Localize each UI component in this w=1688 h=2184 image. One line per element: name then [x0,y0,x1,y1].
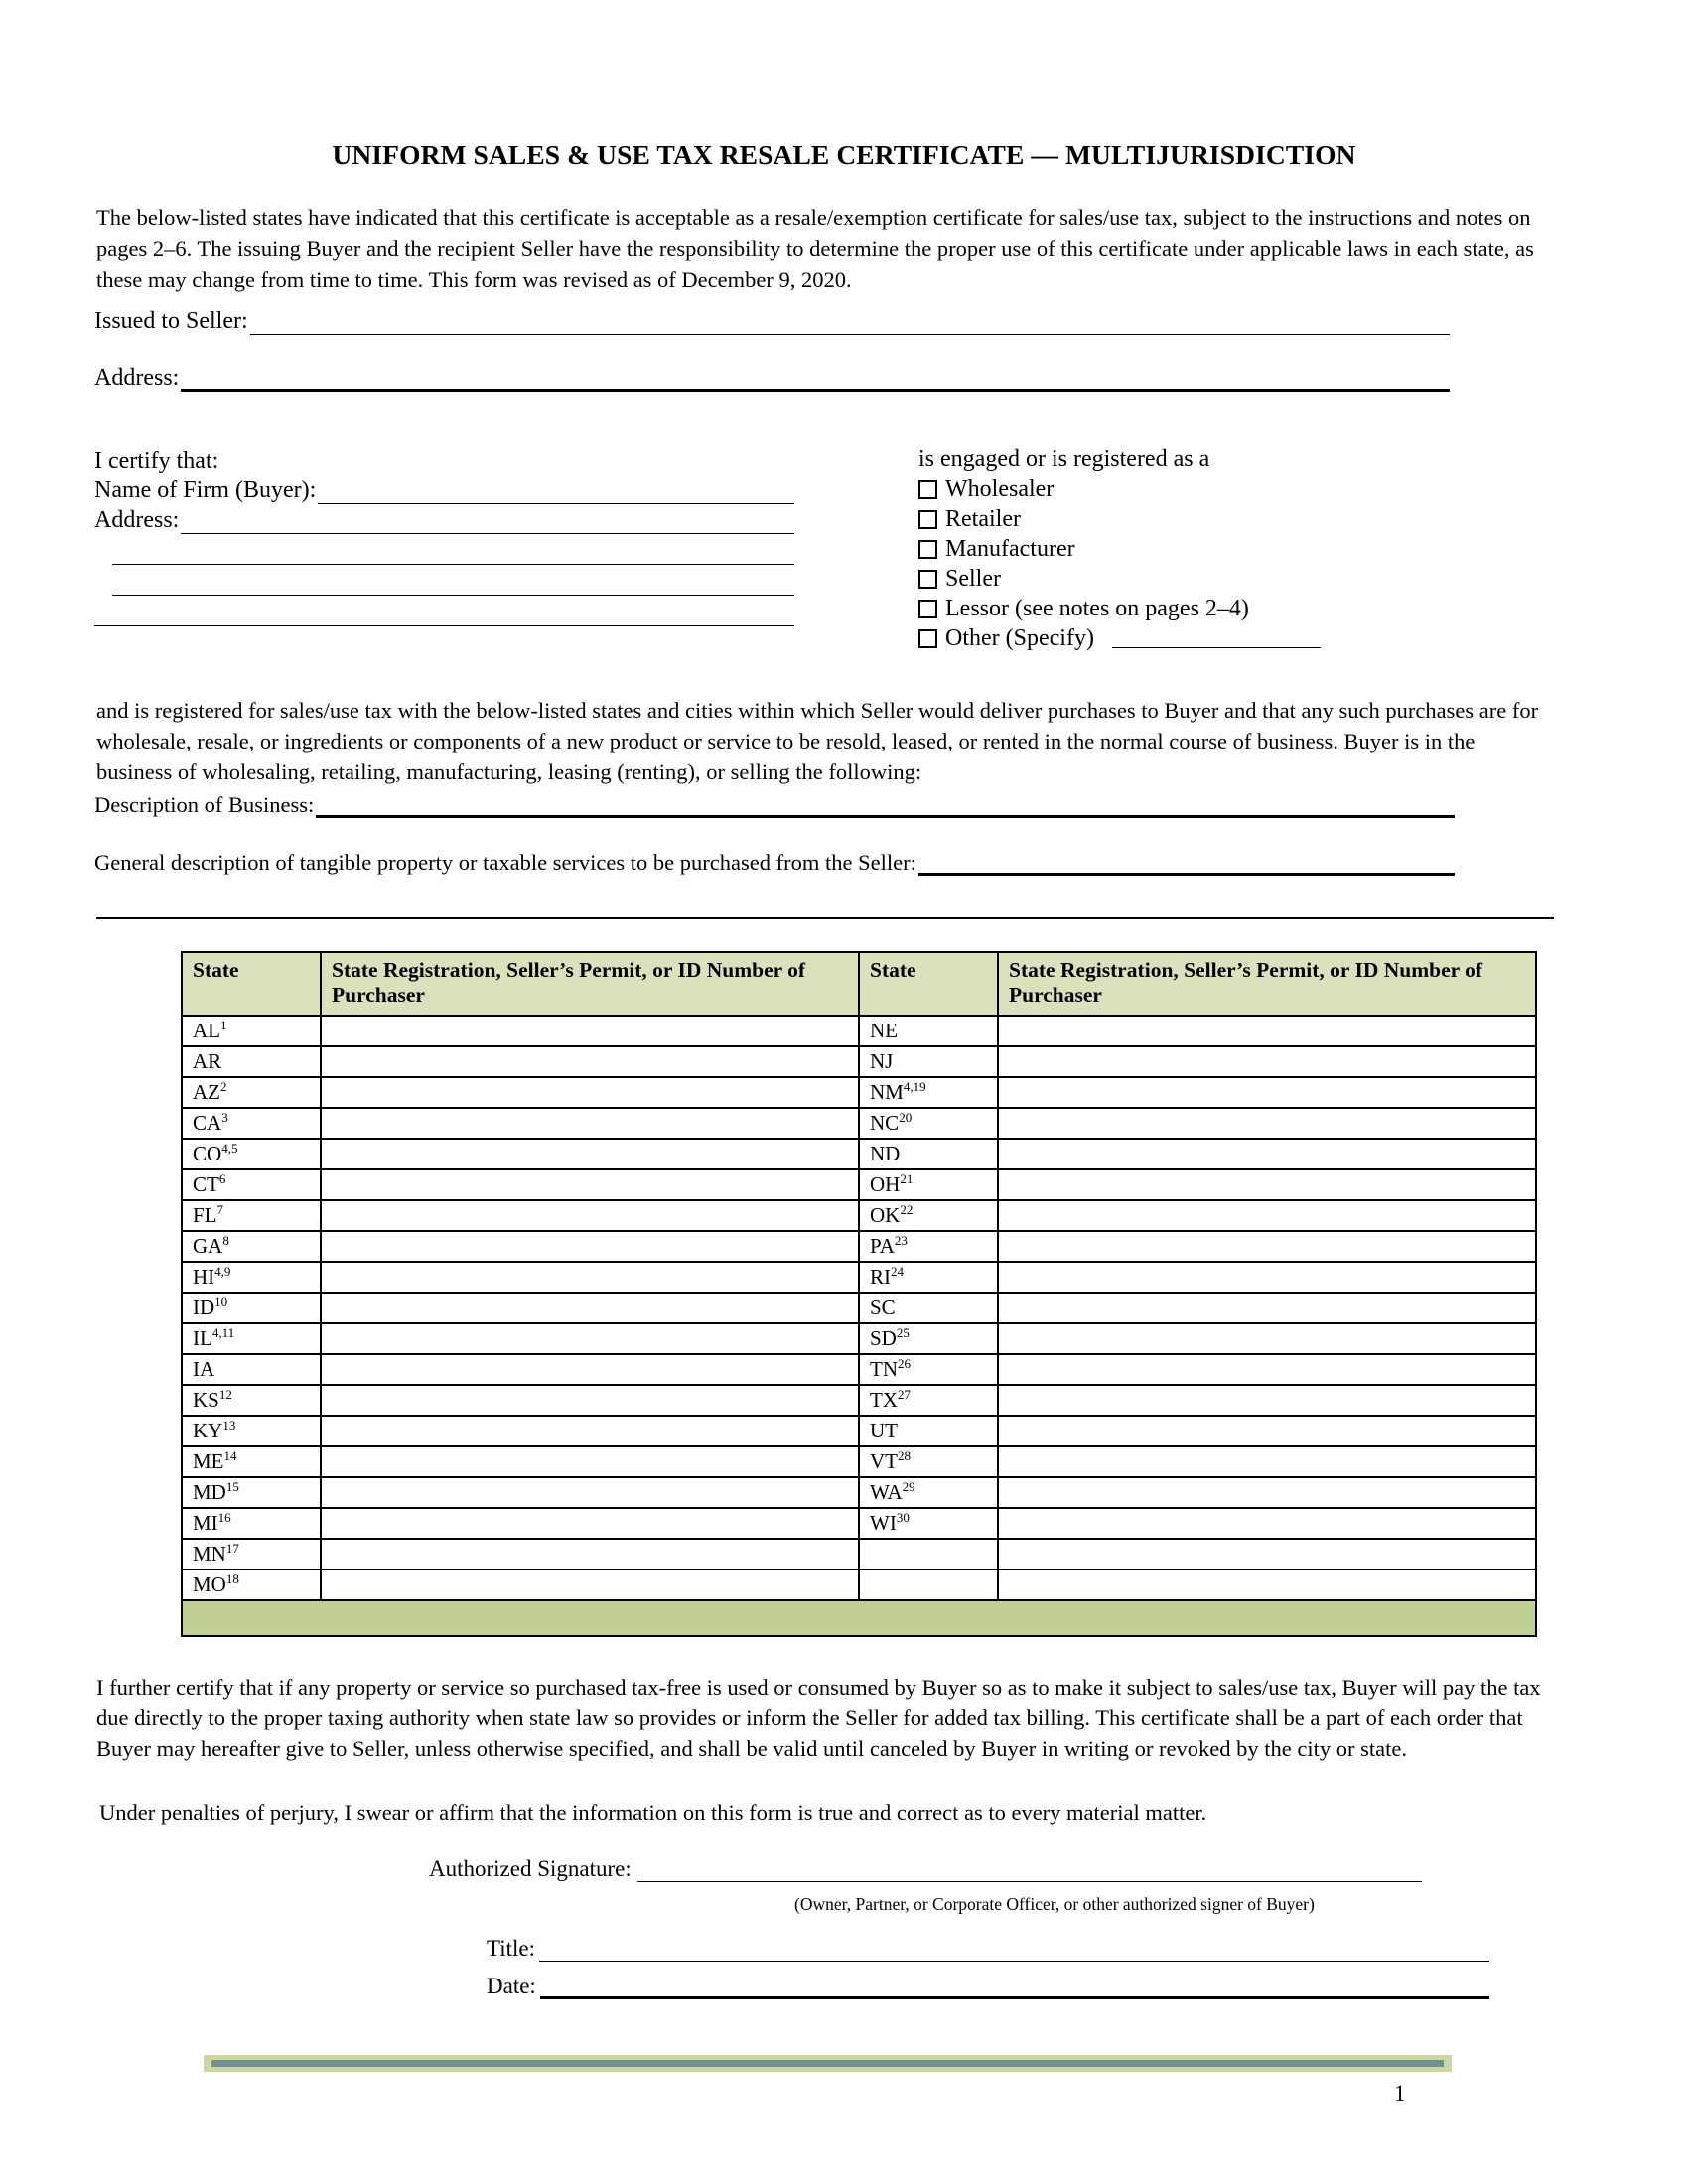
registration-number-cell-right[interactable] [998,1354,1536,1385]
registration-number-cell-right[interactable] [998,1169,1536,1200]
state-code-cell-right: SD$^{25}$ [859,1323,998,1354]
table-row [182,1169,1536,1200]
registration-number-cell-left[interactable] [321,1262,859,1293]
registration-number-cell-right[interactable] [998,1077,1536,1108]
checkbox-row-other[interactable] [918,623,1534,653]
registration-number-cell-left[interactable] [321,1169,859,1200]
state-code-cell-left: MI$^{16}$ [182,1508,321,1539]
registration-number-cell-left[interactable] [321,1293,859,1323]
table-footer-band-row [182,1600,1536,1636]
registration-number-cell-left[interactable] [321,1508,859,1539]
table-row [182,1231,1536,1262]
registration-number-cell-right[interactable] [998,1139,1536,1169]
signature-caption: (Owner, Partner, or Corporate Officer, or other authorized signer of Buyer) [794,1894,1315,1914]
checkbox-wholesaler-label: Wholesaler [945,477,1055,502]
state-code-cell-left: ID$^{10}$ [182,1293,321,1323]
registration-number-cell-right[interactable] [998,1293,1536,1323]
registration-number-cell-right[interactable] [998,1477,1536,1508]
state-code-cell-left: MN$^{17}$ [182,1539,321,1570]
checkbox-manufacturer-label: Manufacturer [945,536,1075,562]
registration-number-cell-right[interactable] [998,1570,1536,1600]
registration-number-cell-left[interactable] [321,1416,859,1446]
state-code-cell-left: MO$^{18}$ [182,1570,321,1600]
checkbox-other-label: Other (Specify) [945,625,1094,651]
state-code-cell-right: SC [859,1293,998,1323]
registration-number-cell-right[interactable] [998,1385,1536,1416]
certify-label: I certify that: [94,448,219,474]
checkbox-other-icon[interactable] [918,629,937,648]
table-body [182,1016,1536,1600]
general-description-row [94,850,1455,876]
checkbox-retailer-icon[interactable] [918,510,937,529]
table-row [182,1570,1536,1600]
table-row [182,1477,1536,1508]
state-code-cell-right: OH$^{21}$ [859,1169,998,1200]
state-code-cell-right [859,1570,998,1600]
table-row [182,1508,1536,1539]
table-row [182,1139,1536,1169]
footer-decorative-bar [204,2055,1452,2072]
state-code-cell-right: OK$^{22}$ [859,1200,998,1231]
registration-number-cell-right[interactable] [998,1231,1536,1262]
name-of-firm-input[interactable] [318,482,794,504]
footer-bar-inner-line [211,2060,1444,2067]
checkbox-wholesaler-icon[interactable] [918,480,937,499]
table-row [182,1354,1536,1385]
checkbox-row-lessor[interactable] [918,594,1534,623]
registration-number-cell-left[interactable] [321,1354,859,1385]
registration-number-cell-right[interactable] [998,1262,1536,1293]
table-row [182,1539,1536,1570]
description-of-business-row [94,792,1455,818]
checkbox-seller-label: Seller [945,566,1001,592]
table-row [182,1416,1536,1446]
header-state-right: State [859,952,998,1016]
table-footer [182,1600,1536,1636]
registration-number-cell-left[interactable] [321,1231,859,1262]
table-row [182,1077,1536,1108]
state-code-cell-left: $CT^6$ [182,1169,321,1200]
issued-to-seller-row [94,308,1450,335]
buyer-address-extra-row-2 [94,565,794,596]
checkbox-manufacturer-icon[interactable] [918,540,937,559]
state-code-cell-right: WI$^{30}$ [859,1508,998,1539]
table-row [182,1262,1536,1293]
state-code-cell-left: HI$^{4,9}$ [182,1262,321,1293]
registration-number-cell-left[interactable] [321,1200,859,1231]
title-label: Title: [487,1936,536,1961]
checkbox-row-retailer[interactable] [918,504,1534,534]
state-code-cell-left: CO$^{4,5}$ [182,1139,321,1169]
state-code-cell-left: $FL^7$ [182,1200,321,1231]
other-specify-input[interactable] [1112,629,1321,648]
registration-number-cell-right[interactable] [998,1200,1536,1231]
registration-number-cell-right[interactable] [998,1539,1536,1570]
registration-number-cell-right[interactable] [998,1016,1536,1046]
state-code-cell-right: NJ [859,1046,998,1077]
registration-paragraph: and is registered for sales/use tax with the below-listed states and cities within which Seller would deliver purchases to Buyer and that any such purchases are for wholesale, resale, or ingredients or components of a new product or service to be resold, leased, or rented in the normal course of business. Buyer is in the business of wholesaling, retailing, manufacturing, leasing (renting), or selling the following: [96,698,1539,784]
state-code-cell-left: $AL^1$ [182,1016,321,1046]
buyer-address-extra-input-2[interactable] [112,575,794,596]
title-input[interactable] [539,1941,1489,1962]
registration-number-cell-left[interactable] [321,1446,859,1477]
table-header [182,952,1536,1016]
table-row [182,1385,1536,1416]
buyer-address-row [94,504,794,534]
state-code-cell-left: ME$^{14}$ [182,1446,321,1477]
table-footer-band-cell [182,1600,1536,1636]
table-row [182,1046,1536,1077]
state-code-cell-right: PA$^{23}$ [859,1231,998,1262]
state-code-cell-left: KY$^{13}$ [182,1416,321,1446]
registration-number-cell-left[interactable] [321,1385,859,1416]
issued-to-seller-label: Issued to Seller: [94,308,248,334]
table-row [182,1200,1536,1231]
buyer-address-input[interactable] [181,512,794,534]
registration-number-cell-right[interactable] [998,1446,1536,1477]
further-certify-paragraph: I further certify that if any property or service so purchased tax-free is used or consumed by Buyer so as to make it subject to sales/use tax, Buyer will pay the tax due directly to the proper taxing authority when state law so provides or inform the Seller for added tax billing. This certificate shall be a part of each order that Buyer may hereafter give to Seller, unless otherwise specified, and shall be valid until canceled by Buyer in writing or revoked by the city or state. [96,1675,1541,1761]
registration-number-cell-right[interactable] [998,1416,1536,1446]
authorized-signature-input[interactable] [637,1859,1422,1882]
registration-number-cell-right[interactable] [998,1046,1536,1077]
buyer-address-extra-input-3[interactable] [94,606,794,626]
registration-number-cell-right[interactable] [998,1108,1536,1139]
general-description-input[interactable] [918,851,1455,876]
checkbox-row-seller[interactable] [918,564,1534,594]
state-code-cell-left: IL$^{4,11}$ [182,1323,321,1354]
state-code-cell-right: VT$^{28}$ [859,1446,998,1477]
checkbox-lessor-icon[interactable] [918,600,937,618]
title-row [487,1936,1489,1962]
registration-number-cell-left[interactable] [321,1016,859,1046]
header-state-left: State [182,952,321,1016]
registration-number-cell-left[interactable] [321,1077,859,1108]
checkbox-lessor-label: Lessor (see notes on pages 2–4) [945,596,1249,621]
header-registration-right: State Registration, Seller’s Permit, or ID Number of Purchaser [998,952,1536,1016]
checkbox-row-manufacturer[interactable] [918,534,1534,564]
state-code-cell-right: NC$^{20}$ [859,1108,998,1139]
registration-number-cell-left[interactable] [321,1323,859,1354]
buyer-address-extra-row-3 [94,596,794,626]
state-code-cell-left: $AZ^2$ [182,1077,321,1108]
state-code-cell-right: ND [859,1139,998,1169]
state-code-cell-right: WA$^{29}$ [859,1477,998,1508]
name-of-firm-row [94,475,794,504]
registration-number-cell-left[interactable] [321,1570,859,1600]
state-code-cell-right: TX$^{27}$ [859,1385,998,1416]
authorized-signature-row [429,1856,1422,1882]
state-code-cell-left: MD$^{15}$ [182,1477,321,1508]
name-of-firm-label: Name of Firm (Buyer): [94,478,317,503]
seller-address-row [94,365,1450,392]
checkbox-row-wholesaler[interactable] [918,475,1534,504]
state-code-cell-right: NM$^{4,19}$ [859,1077,998,1108]
state-code-cell-right [859,1539,998,1570]
state-code-cell-right: UT [859,1416,998,1446]
perjury-statement: Under penalties of perjury, I swear or affirm that the information on this form is true and correct as to every material matter. [99,1800,1207,1825]
state-code-cell-right: NE [859,1016,998,1046]
page-title: UNIFORM SALES & USE TAX RESALE CERTIFICATE — MULTIJURISDICTION [332,139,1356,170]
description-of-business-label: Description of Business: [94,792,315,817]
general-description-label: General description of tangible property or taxable services to be purchased from the Seller: [94,850,916,875]
registration-number-cell-left[interactable] [321,1539,859,1570]
state-code-cell-left: $GA^8$ [182,1231,321,1262]
page-number: 1 [1394,2081,1406,2106]
checkbox-retailer-label: Retailer [945,506,1021,532]
state-registration-table [181,951,1537,1637]
registration-type-column [918,445,1534,653]
table-row [182,1108,1536,1139]
table-row [182,1293,1536,1323]
registration-number-cell-right[interactable] [998,1323,1536,1354]
certify-left-column [94,445,794,626]
buyer-address-label: Address: [94,507,180,533]
table-row [182,1016,1536,1046]
table-row [182,1446,1536,1477]
state-code-cell-right: RI$^{24}$ [859,1262,998,1293]
date-input[interactable] [540,1977,1489,1999]
authorized-signature-label: Authorized Signature: [429,1856,632,1881]
registration-number-cell-right[interactable] [998,1508,1536,1539]
registration-number-cell-left[interactable] [321,1046,859,1077]
section-divider [96,917,1554,919]
date-label: Date: [487,1974,536,1998]
registration-number-cell-left[interactable] [321,1108,859,1139]
issued-to-seller-input[interactable] [250,312,1450,335]
state-code-cell-left: $CA^3$ [182,1108,321,1139]
registration-number-cell-left[interactable] [321,1477,859,1508]
seller-address-label: Address: [94,365,180,391]
buyer-address-extra-row-1 [94,534,794,565]
engaged-label: is engaged or is registered as a [918,446,1210,472]
certify-label-row [94,445,794,475]
intro-paragraph: The below-listed states have indicated that this certificate is acceptable as a resale/exemption certificate for sales/use tax, subject to the instructions and notes on pages 2–6. The issuing Buyer and the recipient Seller have the responsibility to determine the proper use of this certificate under applicable laws in each state, as these may change from time to time. This form was revised as of December 9, 2020. [96,205,1534,292]
date-row [487,1974,1489,1999]
state-code-cell-left: KS$^{12}$ [182,1385,321,1416]
table-header-row [182,952,1536,1016]
table-row [182,1323,1536,1354]
buyer-address-extra-input-1[interactable] [112,544,794,565]
registration-number-cell-left[interactable] [321,1139,859,1169]
state-code-cell-right: TN$^{26}$ [859,1354,998,1385]
state-code-cell-left: IA [182,1354,321,1385]
description-of-business-input[interactable] [316,793,1455,818]
checkbox-seller-icon[interactable] [918,570,937,589]
state-code-cell-left: AR [182,1046,321,1077]
header-registration-left: State Registration, Seller’s Permit, or ID Number of Purchaser [321,952,859,1016]
seller-address-input[interactable] [181,367,1450,392]
